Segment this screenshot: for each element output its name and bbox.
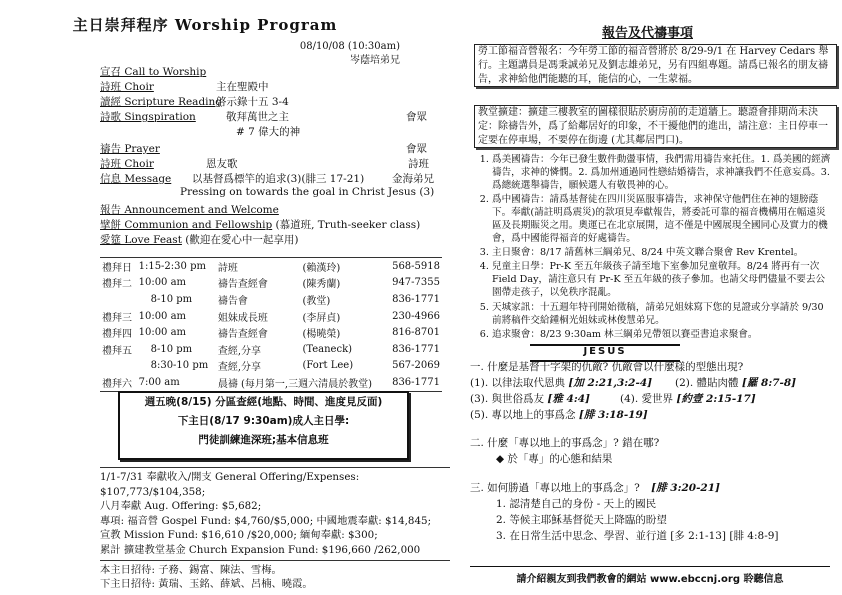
order-item: 報告 Announcement and Welcome [100,204,279,216]
order-item: 愛筵 Love Feast [100,234,182,246]
website-footer: 請介紹親友到我們教會的網站 www.ebccnj.org 聆聽信息 [470,566,830,585]
order-row [100,64,440,79]
schedule-event: 禱告查經會 [217,329,268,341]
order-row [100,79,440,94]
order-content: (歡迎在愛心中一起享用) [185,234,299,246]
order-item: 擘餅 Communion and Fellowship [100,219,273,231]
schedule-day [100,358,137,375]
order-content: 以基督爲標竿的追求(3)(腓三 17-21) [192,173,365,185]
answer-text: (3). 與世俗爲友 [470,392,545,405]
expansion-notice: 教堂擴建：擴建三樓教室的圖樣很貼於廚房前的走道牆上。聽證會排期尚未決定：除禱告外，爲了給鄰居好的印象，不干擾他們的進出，請注意：主日停車一定要在停車場，不要停在街邊 (尤其鄰居門口)。 [474,105,837,148]
list-item: 3. 在日常生活中思念、學習、並行道 [多 2:1-13] [腓 4:8-9] [496,529,779,542]
answer-pair [675,376,796,392]
schedule-day: 禮拜五 [102,345,132,357]
order-by: 金海弟兄 [392,173,434,185]
schedule-row [100,258,442,275]
order-row [100,156,440,171]
order-of-worship [100,64,440,247]
offering-report [100,465,450,592]
jesus-banner: JESUS [530,344,680,362]
schedule-time: 10:00 am [138,310,187,322]
order-item: 讀經 Scripture Reading [100,96,223,108]
order-content: # 7 偉大的神 [236,126,301,138]
schedule-person: (Teaneck) [302,343,353,355]
schedule-row [100,341,442,358]
hosts-next-week: 下主日招待: 黃瑞、玉銘、薛斌、呂楠、曉霞。 [100,578,313,591]
question-2-point: ◆ 於「專」的心態和結果 [496,452,613,465]
order-by: 會眾 [406,111,427,123]
question-2: 二. 什麼「專以地上的事爲念」? 錯在哪? [470,436,660,449]
list-item: 1. 爲美國禱告：今年已發生數件動盪事情，我們需用禱告來托住。1. 爲美國的經濟禱告，求神的憐憫。2. 爲加州通過同性戀結婚禱告，求神讓我們不任意妄爲。3. 爲總統選舉禱告，願候選人有敬畏神的心。 [492,153,834,192]
schedule-day: 禮拜六 [100,374,137,391]
schedule-time: 10:00 am [138,327,187,339]
schedule-day: 禮拜日 [100,258,137,275]
schedule-event: 禱告會 [217,295,248,307]
schedule-time: 1:15-2:30 pm [137,258,216,275]
answer-ref: [加 2:21,3:2-4] [568,376,653,389]
service-info [300,40,400,67]
schedule-event: 姐妹成長班 [217,312,268,324]
order-item: 禱告 Prayer [100,143,160,155]
schedule-event: 查經,分享 [217,345,262,357]
order-item: 宣召 Call to Worship [100,66,207,78]
presider: 岑蔭培弟兄 [350,54,400,66]
order-item: 詩班 Choir [100,158,154,170]
schedule-row [100,291,442,308]
answer-ref: [雅 4:4] [547,392,590,405]
list-item: 6. 追求聚會：8/23 9:30am 林三綱弟兄帶領以賽亞書追求聚會。 [492,328,834,341]
order-by: 詩班 [408,158,429,170]
notice-line: 門徒訓練進深班;基本信息班 [198,434,329,446]
schedule-person: (賴漢玲) [300,258,386,275]
order-item: 詩歌 Singspiration [100,111,196,123]
schedule-time: 8-10 pm [150,343,193,355]
schedule-day: 禮拜二 [102,279,132,291]
list-item: 2. 等候主耶穌基督從天上降臨的盼望 [496,513,667,526]
answer-text: (4). 愛世界 [620,392,674,405]
schedule-person: (Fort Lee) [302,360,354,372]
schedule-row [100,374,442,391]
answer-pair [620,392,756,408]
weekly-schedule [100,257,442,392]
order-row [100,124,440,141]
schedule-event: 詩班 [216,258,301,275]
order-row [100,109,440,124]
schedule-day: 禮拜三 [102,312,132,324]
announcements-title-text: 報告及代禱事項 [601,26,693,41]
schedule-phone: 567-2069 [392,360,440,372]
divider [100,467,450,468]
schedule-phone: 836-1771 [386,374,442,391]
schedule-time: 10:00 am [138,277,187,289]
order-content: (慕道班, Truth-seeker class) [275,219,421,231]
order-item: 詩班 Choir [100,81,154,93]
answer-ref: [約壹 2:15-17] [676,392,756,405]
answer-row [470,392,835,408]
answer-ref: [羅 8:7-8] [741,376,797,389]
notice-line: 下主日(8/17 9:30am)成人主日學: [177,415,350,427]
order-row [100,202,440,217]
schedule-event: 查經,分享 [217,362,262,374]
order-by: 會眾 [406,143,427,155]
answer-text: (2). 體貼肉體 [675,376,739,389]
announcement-list [476,153,834,342]
answer-ref: [腓 3:18-19] [578,408,648,421]
schedule-time: 8-10 pm [150,293,193,305]
schedule-row [100,308,442,325]
question-1: 一. 什麼是基督十字架的仇敵? 仇敵會以什麼樣的型態出現? [470,361,744,373]
answer-text: (1). 以律法取代恩典 [470,376,566,389]
schedule-person: (李屏貞) [302,312,341,324]
offering-line: 累計 擴建教堂基金 Church Expansion Fund: $196,660 /262,000 [100,544,421,557]
order-row [100,171,440,186]
service-date: 08/10/08 (10:30am) [299,41,400,52]
hosts-this-week: 本主日招待: 子務、錫富、陳法、雪梅。 [100,563,282,576]
answer-text: (5). 專以地上的事爲念 [470,408,576,421]
divider [100,560,450,561]
order-row [100,186,440,202]
order-row [100,217,440,232]
schedule-person: (陳秀蘭) [302,279,341,291]
order-content: 啓示錄十五 3-4 [216,96,289,108]
announcements-title [455,22,840,41]
schedule-event: 禱告查經會 [217,279,268,291]
schedule-day: 禮拜四 [102,329,132,341]
list-item: 5. 天城家訊：十五週年特刊開始徵稿，請弟兄姐妹寫下您的見證或分享請於 9/30 前將稿件交給鍾桐光姐妹或林俊慧弟兄。 [492,301,834,327]
schedule-row [100,358,442,375]
order-content: Pressing on towards the goal in Christ Jesus (3) [180,186,435,198]
schedule-phone: 568-5918 [386,258,442,275]
schedule-phone: 836-1771 [392,343,440,355]
notice-line: 週五晚(8/15) 分區查經(地點、時間、進度見反面) [144,396,383,408]
schedule-day [100,291,137,308]
list-item: 3. 主日聚會：8/17 請舊林三綱弟兄、8/24 中英文聯合聚會 Rev Krentel。 [492,246,834,259]
camp-notice: 勞工節福音營報名：今年勞工節的福音營將於 8/29-9/1 在 Harvey Cedars 舉行。主題講員是馮秉誠弟兄及劉志雄弟兄，另有四組專題。請爲已報名的朋友禱告，求神給他們能聽的耳，能信的心，一生蒙福。 [474,44,837,87]
schedule-phone: 816-8701 [392,327,440,339]
notice-box [118,391,409,460]
schedule-person: (楊曉榮) [302,329,341,341]
answer-row [470,408,835,424]
order-row [100,141,440,156]
schedule-time: 8:30-10 pm [150,360,209,372]
order-content: 恩友歌 [206,158,238,170]
schedule-row [100,275,442,292]
page-title: 主日崇拜程序 Worship Program [72,16,338,34]
schedule-time: 7:00 am [137,374,216,391]
sermon-outline [470,360,835,544]
order-row [100,232,440,247]
schedule-phone: 836-1771 [392,293,440,305]
order-content: 敬拜萬世之主 [226,111,289,123]
offering-line: 宣教 Mission Fund: $16,610 /$20,000; 緬甸奉獻: $300; [100,529,378,542]
question-3-ref: [腓 3:20-21] [651,482,721,495]
offering-line: 八月奉獻 Aug. Offering: $5,682; [100,500,262,513]
schedule-event: 晨禱 (每月第一,三週六清晨於教堂) [216,374,386,391]
order-row [100,94,440,109]
order-content: 主在聖殿中 [216,81,269,93]
schedule-phone: 230-4966 [392,310,440,322]
order-item: 信息 Message [100,173,172,185]
schedule-person: (教堂) [302,295,331,307]
list-item: 4. 兒童主日學：Pr-K 至五年級孩子請至地下室參加兒童敬拜。8/24 將再有一次 Field Day，請注意只有 Pr-K 至五年級的孩子參加。也請父母們儘量不要去公園帶走孩子，以免秩序混亂。 [492,260,834,299]
question-3 [470,481,835,497]
schedule-row [100,324,442,341]
question-3-text: 三. 如何勝過「專以地上的事爲念」? [470,482,640,495]
offering-line: 1/1-7/31 奉獻收入/開支 General Offering/Expenses: $107,773/$104,358; [100,471,360,498]
list-item: 2. 爲中國禱告：請爲基督徒在四川災區服事禱告，求神保守他們住在神的翅膀蔭下。奉獻(請註明爲震災)的款項見奉獻報告，將委託可靠的福音機構用在幅遠災區及長期賑災之用。奧運已在北京展開，這不僅是中國展現全國同心及實力的機會，爲中國能得福音的好處禱告。 [492,193,834,245]
answer-row [470,376,835,392]
schedule-phone: 947-7355 [392,277,440,289]
list-item: 1. 認清楚自己的身份 - 天上的國民 [496,498,657,510]
offering-line: 專項: 福音營 Gospel Fund: $4,760/$5,000; 中國地震奉獻: $14,845; [100,514,432,527]
